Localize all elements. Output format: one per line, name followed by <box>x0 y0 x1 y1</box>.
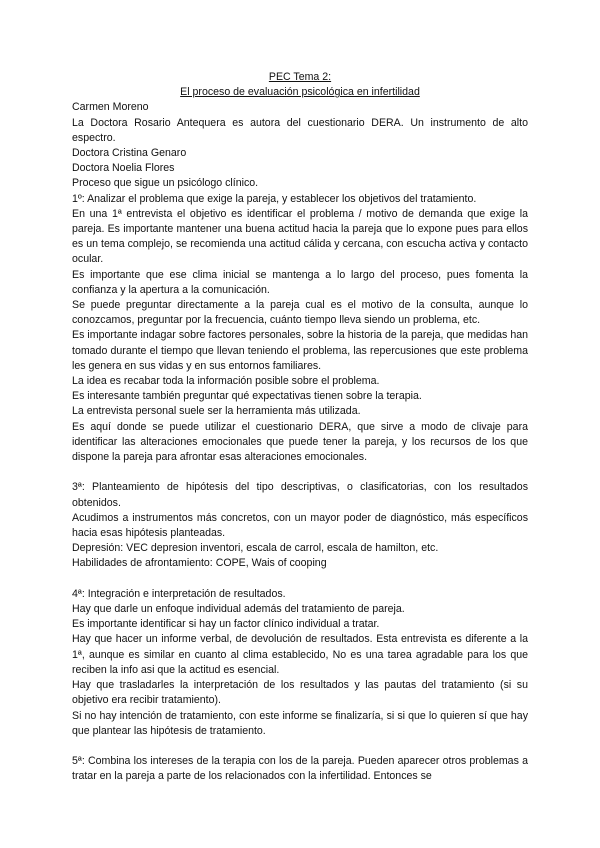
author-name: Carmen Moreno <box>72 101 149 114</box>
body-paragraph: Doctora Noelia Flores <box>72 162 175 175</box>
paragraph-gap <box>72 572 528 587</box>
body-paragraph: La entrevista personal suele ser la herramienta más utilizada. <box>72 405 361 418</box>
body-paragraph: Se puede preguntar directamente a la pareja cual es el motivo de la consulta, aunque lo conozcamos, preguntar por la frecuencia, cuánto tiempo lleva siendo un problema, etc. <box>72 299 528 327</box>
document-subtitle: El proceso de evaluación psicológica en infertilidad <box>180 86 420 99</box>
section-step-4 <box>72 587 528 739</box>
body-paragraph: La idea es recabar toda la información posible sobre el problema. <box>72 375 380 388</box>
body-paragraph: Hay que darle un enfoque individual además del tratamiento de pareja. <box>72 603 405 616</box>
paragraph-gap <box>72 739 528 754</box>
body-paragraph: Proceso que sigue un psicólogo clínico. <box>72 177 259 190</box>
body-paragraph: Depresión: VEC depresion inventori, escala de carrol, escala de hamilton, etc. <box>72 542 439 555</box>
body-paragraph: 4ª: Integración e interpretación de resultados. <box>72 587 286 600</box>
section-intro-and-step-1 <box>72 116 528 466</box>
body-paragraph: La Doctora Rosario Antequera es autora del cuestionario DERA. Un instrumento de alto espectro. <box>72 116 528 144</box>
document-page <box>72 70 528 785</box>
section-step-5 <box>72 754 528 784</box>
paragraph-gap <box>72 465 528 480</box>
body-paragraph: 1º: Analizar el problema que exige la pareja, y establecer los objetivos del tratamiento. <box>72 192 477 205</box>
body-paragraph: Habilidades de afrontamiento: COPE, Wais of cooping <box>72 557 327 570</box>
body-paragraph: Hay que hacer un informe verbal, de devolución de resultados. Esta entrevista es diferente a la 1ª, aunque es similar en cuanto al clima establecido, No es una tarea agradable para los que reciben la info asi que la actitud es esencial. <box>72 633 528 676</box>
body-paragraph: Es importante que ese clima inicial se mantenga a lo largo del proceso, pues fomenta la confianza y la apertura a la comunicación. <box>72 268 528 296</box>
body-paragraph: Si no hay intención de tratamiento, con este informe se finalizaría, si si que lo quieren sí que hay que plantear las hipótesis de tratamiento. <box>72 709 528 737</box>
body-paragraph: Es importante identificar si hay un factor clínico individual a tratar. <box>72 618 380 631</box>
body-paragraph: En una 1ª entrevista el objetivo es identificar el problema / motivo de demanda que exige la pareja. Es importante mantener una buena actitud hacia la pareja que lo expone pues para ellos es un tema complejo, se recomienda una actitud cálida y cercana, con escucha activa y contacto ocular. <box>72 207 528 266</box>
body-paragraph: Es interesante también preguntar qué expectativas tienen sobre la terapia. <box>72 390 422 403</box>
body-paragraph: Hay que trasladarles la interpretación de los resultados y las pautas del tratamiento (si su objetivo era recibir tratamiento). <box>72 679 528 707</box>
body-paragraph: Acudimos a instrumentos más concretos, con un mayor poder de diagnóstico, más específicos hacia esas hipótesis planteadas. <box>72 511 528 540</box>
body-paragraph: Doctora Cristina Genaro <box>72 147 187 160</box>
section-step-3 <box>72 480 528 571</box>
body-paragraph: 3ª: Planteamiento de hipótesis del tipo descriptivas, o clasificatorias, con los resultados obtenidos. <box>72 481 528 509</box>
body-paragraph: Es importante indagar sobre factores personales, sobre la historia de la pareja, que medidas han tomado durante el tiempo que llevan teniendo el problema, las repercusiones que este problema les genera en sus vidas y en sus entornos familiares. <box>72 329 528 372</box>
body-paragraph: 5ª: Combina los intereses de la terapia con los de la pareja. Pueden aparecer otros problemas a tratar en la pareja a parte de los relacionados con la infertilidad. Entonces se <box>72 755 528 783</box>
body-paragraph: Es aquí donde se puede utilizar el cuestionario DERA, que sirve a modo de clivaje para identificar las alteraciones emocionales que puede tener la pareja, y los recursos de los que dispone la pareja para afrontar esas alteraciones emocionales. <box>72 420 528 464</box>
document-title: PEC Tema 2: <box>268 71 332 83</box>
